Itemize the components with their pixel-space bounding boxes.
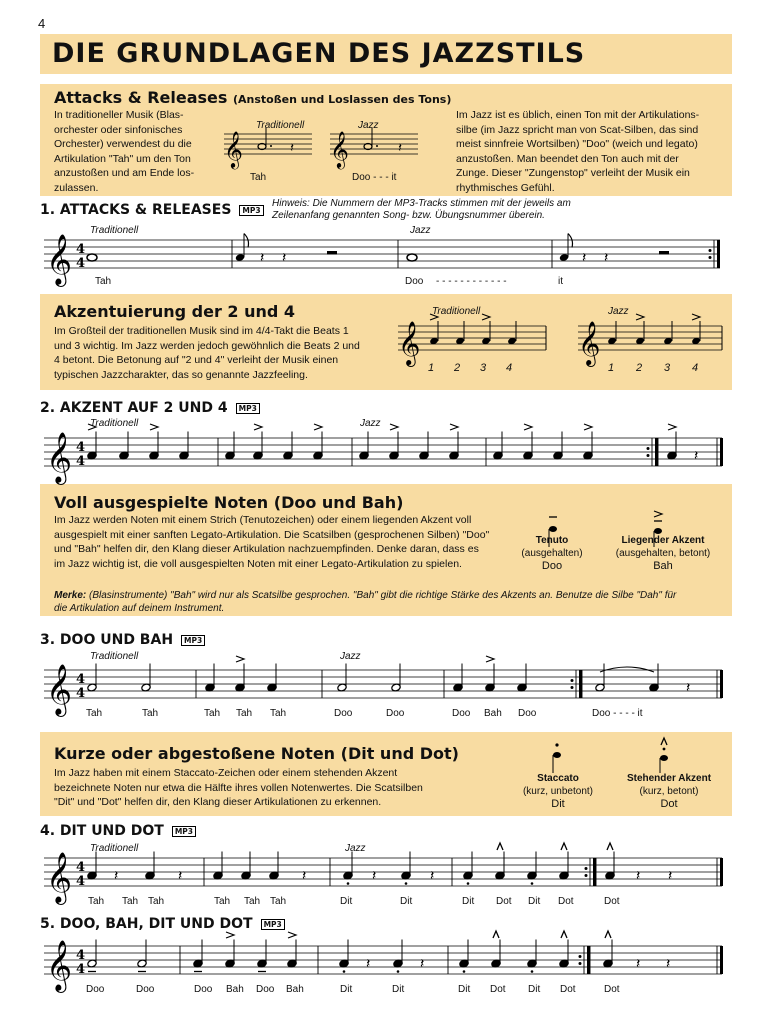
quarter-rest: 𝄽: [282, 250, 287, 266]
syllable: Doo: [386, 708, 405, 719]
time-signature: 4: [76, 440, 86, 455]
mp3-badge: MP3: [172, 826, 196, 837]
box2-label-jazz: Jazz: [608, 306, 629, 317]
quarter-note: [553, 752, 561, 758]
repeat-dot: [579, 955, 582, 958]
full-notes-title: Voll ausgespielte Noten (Doo und Bah): [54, 493, 404, 512]
treble-clef: 𝄞: [46, 852, 73, 903]
accent-mark: [150, 424, 158, 430]
ex3-label-jazz: Jazz: [340, 651, 361, 662]
syllable: Bah: [286, 984, 304, 995]
syllable: Tah: [236, 708, 253, 719]
accent-mark: [314, 424, 322, 430]
quarter-note: [654, 528, 662, 534]
repeat-barline: [579, 670, 582, 698]
box1-label-trad: Traditionell: [256, 120, 305, 131]
syllable: Doo - - - - it: [592, 708, 643, 719]
syllable: Dot: [558, 896, 574, 907]
time-signature: 4: [76, 860, 86, 875]
repeat-barline: [655, 438, 658, 466]
marcato-mark: [497, 843, 503, 850]
half-rest: [327, 251, 337, 255]
repeat-dot: [571, 686, 574, 689]
quarter-note: [660, 755, 668, 761]
treble-clef: 𝄞: [578, 321, 601, 365]
ex2-label-jazz: Jazz: [360, 418, 381, 429]
repeat-dot: [709, 249, 712, 252]
repeat-dot: [579, 962, 582, 965]
time-signature: 4: [76, 242, 86, 257]
syllable: Tah: [122, 896, 139, 907]
box1-syllable-trad: Tah: [250, 172, 267, 183]
staccato-dot: [343, 970, 346, 973]
syllable: Dot: [490, 984, 506, 995]
repeat-dot: [709, 256, 712, 259]
accent-mark: [430, 314, 438, 320]
attacks-releases-right-text: Im Jazz ist es üblich, einen Ton mit der Artikulations- silbe (im Jazz spricht man von Scat-Silben, das sind meist sinnfreie Wortsilben) "Doo" (weich und legato) anzustoßen. Man beendet den Ton auch mit der Zunge. Dieser "Zungenstop" verleiht der Musik ein rhythmisches Gefühl.: [456, 109, 700, 194]
accent-mark: [482, 314, 490, 320]
repeat-dot: [571, 679, 574, 682]
ex1-label-trad: Traditionell: [90, 225, 139, 236]
time-signature: 4: [76, 874, 86, 889]
syllable: Doo: [518, 708, 537, 719]
time-signature: 4: [76, 672, 86, 687]
marcato-mark: [605, 931, 611, 938]
ex1-syllable-jazz-c: it: [558, 276, 563, 287]
accent-mark: [524, 424, 532, 430]
syllable: Dit: [528, 984, 541, 995]
repeat-dot: [585, 874, 588, 877]
syllable: Tah: [86, 708, 103, 719]
marcato-mark: [661, 738, 667, 745]
accent-mark: [254, 424, 262, 430]
ex1-syllable-jazz-b: - - - - - - - - - - - -: [436, 276, 507, 287]
quarter-rest: 𝄽: [302, 868, 307, 884]
svg-text:𝄽: 𝄽: [398, 141, 402, 156]
mp3-badge: MP3: [239, 205, 263, 216]
marcato-mark: [493, 931, 499, 938]
final-barline: [720, 946, 723, 974]
quarter-rest: 𝄽: [636, 956, 641, 972]
syllable: Dot: [604, 984, 620, 995]
accent-box-text: Im Großteil der traditionellen Musik sind im 4/4-Takt die Beats 1 und 3 wichtig. Im Jazz werden jedoch gewöhnlich die Beats 2 und 4 betont. Die Betonung auf "2 und 4" verleiht der Musik einen typischen Jazzcharakter, das so genannte Jazzfeeling.: [54, 325, 360, 381]
accent-mark: [88, 424, 96, 430]
final-barline: [720, 670, 723, 698]
whole-note: [87, 254, 97, 261]
short-notes-text: Im Jazz haben mit einem Staccato-Zeichen oder einem stehenden Akzent bezeichnete Noten nur etwa die Hälfte ihres vollen Notenwertes. Die Scatsilben "Dit" und "Dot" helfen dir, den Klang dieser Artikulationen zu erkennen.: [54, 767, 423, 808]
svg-text:𝄽: 𝄽: [290, 141, 294, 156]
svg-text:𝄞: 𝄞: [330, 130, 349, 168]
accent-mark: [390, 424, 398, 430]
staccato-dot: [531, 970, 534, 973]
staccato-dot: [347, 882, 350, 885]
syllable: Dit: [462, 896, 475, 907]
quarter-rest: 𝄽: [636, 868, 641, 884]
syllable: Bah: [484, 708, 502, 719]
repeat-barline: [593, 858, 596, 886]
staccato-legend: Staccato (kurz, unbetont) Dit: [522, 773, 594, 810]
half-rest: [659, 251, 669, 255]
syllable: Dit: [340, 896, 353, 907]
ex1-syllable-trad: Tah: [95, 276, 112, 287]
syllable: Doo: [334, 708, 353, 719]
syllable: Tah: [142, 708, 159, 719]
syllable: Dit: [340, 984, 353, 995]
ex1-label-jazz: Jazz: [410, 225, 431, 236]
staccato-dot: [463, 970, 466, 973]
syllable: Doo: [452, 708, 471, 719]
exercise-2-title: 2. AKZENT AUF 2 UND 4 MP3: [40, 400, 260, 416]
syllable: Bah: [226, 984, 244, 995]
repeat-barline: [717, 240, 720, 268]
ex3-label-trad: Traditionell: [90, 651, 139, 662]
staccato-dot: [663, 748, 666, 751]
repeat-dot: [647, 454, 650, 457]
marcato-mark: [561, 931, 567, 938]
syllable: Dot: [496, 896, 512, 907]
ex2-label-trad: Traditionell: [90, 418, 139, 429]
accent-mark: [654, 511, 662, 517]
quarter-rest: 𝄽: [178, 868, 183, 884]
accent-mark: [668, 424, 676, 430]
time-signature: 4: [76, 256, 86, 271]
treble-clef: 𝄞: [46, 664, 73, 715]
time-signature: 4: [76, 948, 86, 963]
stehender-akzent-legend: Stehender Akzent (kurz, betont) Dot: [626, 773, 712, 810]
syllable: Tah: [244, 896, 261, 907]
page-title: DIE GRUNDLAGEN DES JAZZSTILS: [52, 38, 586, 69]
treble-clef: 𝄞: [398, 321, 421, 365]
liegender-akzent-legend: Liegender Akzent (ausgehalten, betont) Bah: [615, 535, 711, 572]
syllable: Tah: [270, 896, 287, 907]
mp3-badge: MP3: [261, 919, 285, 930]
marcato-mark: [561, 843, 567, 850]
box1-label-jazz: Jazz: [358, 120, 379, 131]
accent-mark: [636, 314, 644, 320]
note-flag: [568, 234, 573, 248]
box2-label-trad: Traditionell: [432, 306, 481, 317]
quarter-rest: 𝄽: [582, 250, 587, 266]
syllable: Doo: [194, 984, 213, 995]
syllable: Tah: [204, 708, 221, 719]
exercise-1-title: 1. ATTACKS & RELEASES MP3: [40, 202, 264, 218]
whole-note: [407, 254, 417, 261]
final-barline: [720, 858, 723, 886]
quarter-rest: 𝄽: [366, 956, 371, 972]
accent-mark: [584, 424, 592, 430]
syllable: Doo: [86, 984, 105, 995]
syllable: Dit: [400, 896, 413, 907]
treble-clef: 𝄞: [46, 234, 73, 285]
quarter-rest: 𝄽: [694, 448, 699, 464]
treble-clef: 𝄞: [46, 940, 73, 991]
accent-mark: [288, 932, 296, 938]
syllable: Tah: [88, 896, 105, 907]
time-signature: 4: [76, 962, 86, 977]
syllable: Tah: [148, 896, 165, 907]
syllable: Dit: [458, 984, 471, 995]
staccato-dot: [397, 970, 400, 973]
accent-mark: [486, 656, 494, 662]
quarter-rest: 𝄽: [686, 680, 691, 696]
full-notes-remark: Merke: (Blasinstrumente) "Bah" wird nur als Scatsilbe gesprochen. "Bah" gibt die richtige Stärke des Akzents an. Benutze die Silbe "Dah" für die Artikulation auf deinem Instrument.: [54, 590, 677, 614]
ex4-label-jazz: Jazz: [345, 843, 366, 854]
attacks-releases-left-text: In traditioneller Musik (Blas- orchester oder sinfonisches Orchester) verwendest du die Artikulation "Tah" um den Ton anzustoßen und am Ende los- zulassen.: [54, 109, 195, 194]
accent-mark: [236, 656, 244, 662]
exercise-1-hint: Hinweis: Die Nummern der MP3-Tracks stimmen mit der jeweils am Zeilenanfang genannten Song- bzw. Übungsnummer überein.: [272, 198, 571, 221]
ex4-label-trad: Traditionell: [90, 843, 139, 854]
staccato-dot: [467, 882, 470, 885]
syllable: Dot: [560, 984, 576, 995]
note-flag: [244, 234, 249, 248]
time-signature: 4: [76, 686, 86, 701]
syllable: Doo: [256, 984, 275, 995]
syllable: Tah: [270, 708, 287, 719]
quarter-rest: 𝄽: [372, 868, 377, 884]
syllable: Doo: [136, 984, 155, 995]
quarter-rest: 𝄽: [668, 868, 673, 884]
repeat-barline: [587, 946, 590, 974]
ex1-syllable-jazz-a: Doo: [405, 276, 424, 287]
attacks-releases-title: Attacks & Releases (Anstoßen und Loslassen des Tons): [54, 88, 452, 107]
syllable: Dit: [392, 984, 405, 995]
mp3-badge: MP3: [181, 635, 205, 646]
quarter-rest: 𝄽: [420, 956, 425, 972]
quarter-rest: 𝄽: [114, 868, 119, 884]
tenuto-legend: Tenuto (ausgehalten) Doo: [521, 535, 583, 572]
staccato-dot: [555, 743, 558, 746]
quarter-note: [549, 526, 557, 532]
quarter-rest: 𝄽: [604, 250, 609, 266]
page-number: 4: [38, 16, 46, 31]
mp3-badge: MP3: [236, 403, 260, 414]
syllable: Dit: [528, 896, 541, 907]
marcato-mark: [607, 843, 613, 850]
repeat-dot: [585, 867, 588, 870]
quarter-rest: 𝄽: [430, 868, 435, 884]
accent-mark: [450, 424, 458, 430]
time-signature: 4: [76, 454, 86, 469]
box1-syllable-jazz: Doo - - - it: [352, 172, 397, 183]
syllable: Dot: [604, 896, 620, 907]
quarter-rest: 𝄽: [260, 250, 265, 266]
full-notes-text: Im Jazz werden Noten mit einem Strich (Tenutozeichen) oder einem liegenden Akzent voll ausgespielt mit einer sanften Legato-Artikulation. Die Scatsilben (gesprochenen Silben) "Doo" und "Bah" helfen dir, den Klang dieser Artikulation nachzuempfinden. Denke daran, dass es im Jazz wichtig ist, die voll ausgespielten Noten mit einer Legato-Artikulation zu spielen.: [54, 514, 490, 570]
slur: [600, 667, 654, 672]
staccato-dot: [405, 882, 408, 885]
repeat-dot: [647, 447, 650, 450]
short-notes-title: Kurze oder abgestoßene Noten (Dit und Dot): [54, 744, 459, 763]
quarter-rest: 𝄽: [666, 956, 671, 972]
exercise-5-title: 5. DOO, BAH, DIT UND DOT MP3: [40, 916, 285, 932]
exercise-4-title: 4. DIT UND DOT MP3: [40, 823, 196, 839]
accent-mark: [692, 314, 700, 320]
exercise-3-title: 3. DOO UND BAH MP3: [40, 632, 205, 648]
treble-clef: 𝄞: [46, 432, 73, 483]
accent-mark: [226, 932, 234, 938]
final-barline: [720, 438, 723, 466]
staccato-dot: [531, 882, 534, 885]
syllable: Tah: [214, 896, 231, 907]
svg-text:𝄞: 𝄞: [224, 130, 243, 168]
accent-box-title: Akzentuierung der 2 und 4: [54, 302, 296, 321]
